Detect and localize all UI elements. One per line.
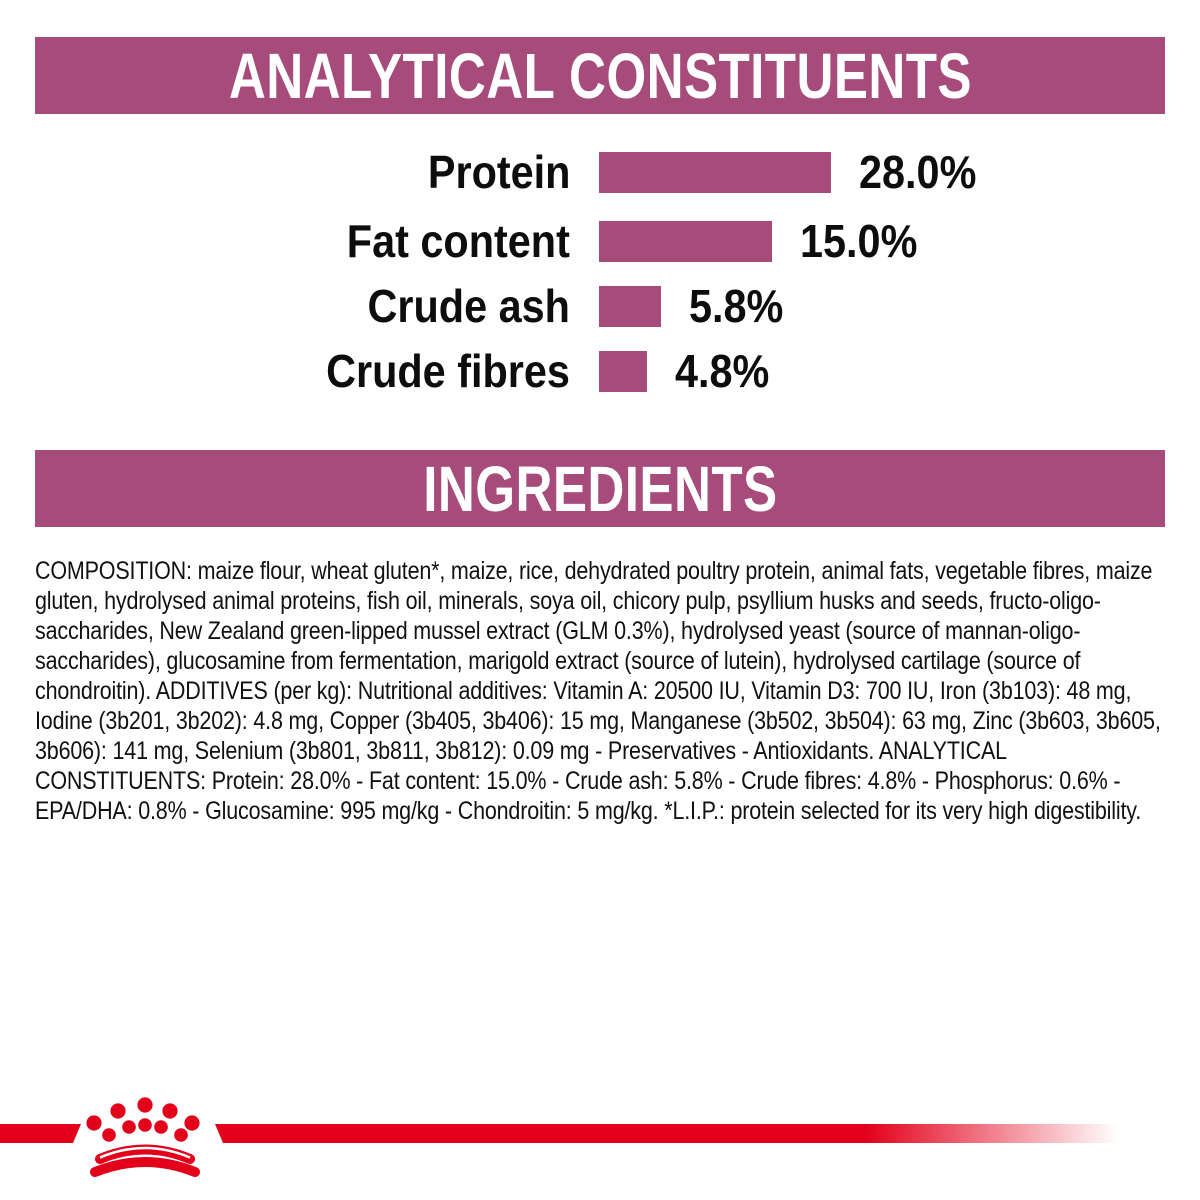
- ingredients-title: INGREDIENTS: [422, 452, 778, 525]
- bar-value-label: 4.8%: [675, 344, 770, 397]
- bar: [599, 286, 661, 327]
- footer-brand-strip: [0, 1095, 1200, 1200]
- composition-text: COMPOSITION: maize flour, wheat gluten*, maize, rice, dehydrated poultry protein, animal fats, vegetable fibres, maize gluten, hydrolysed animal proteins, fish oil, minerals, soya oil, chicory pulp, psyllium husks and seeds, fructo-oligo-saccharides, New Zealand green-lipped mussel extract (GLM 0.3%), hydrolysed yeast (source of mannan-oligo-saccharides), glucosamine from fermentation, marigold extract (source of lutein), hydrolysed cartilage (source of chondroitin). ADDITIVES (per kg): Nutritional additives: Vitamin A: 20500 IU, Vitamin D3: 700 IU, Iron (3b103): 48 mg, Iodine (3b201, 3b202): 4.8 mg, Copper (3b405, 3b406): 15 mg, Manganese (3b502, 3b504): 63 mg, Zinc (3b603, 3b605, 3b606): 141 mg, Selenium (3b801, 3b811, 3b812): 0.09 mg - Preservatives - Antioxidants. ANALYTICAL CONSTITUENTS: Protein: 28.0% - Fat content: 15.0% - Crude ash: 5.8% - Crude fibres: 4.8% - Phosphorus: 0.6% - EPA/DHA: 0.8% - Glucosamine: 995 mg/kg - Chondroitin: 5 mg/kg. *L.I.P.: protein selected for its very high digestibility.: [35, 557, 1161, 825]
- chart-row: [0, 145, 1200, 198]
- bar-label: Fat content: [346, 214, 570, 267]
- analytical-constituents-chart: [0, 0, 1200, 440]
- bar: [599, 351, 647, 392]
- bar: [599, 152, 831, 193]
- bar-value-label: 5.8%: [689, 279, 784, 332]
- bar-label: Protein: [427, 145, 570, 198]
- bar-value-label: 28.0%: [859, 145, 977, 198]
- royal-canin-crown-icon: [86, 1097, 199, 1172]
- ingredients-banner: [35, 450, 1165, 527]
- bar: [599, 221, 772, 262]
- bar-label: Crude fibres: [326, 344, 570, 397]
- chart-row: [0, 214, 1200, 267]
- chart-row: [0, 279, 1200, 332]
- bar-value-label: 15.0%: [800, 214, 918, 267]
- analytical-constituents-title: ANALYTICAL CONSTITUENTS: [228, 39, 972, 112]
- bar-label: Crude ash: [367, 279, 570, 332]
- divider-line-left: [0, 1124, 81, 1143]
- divider-line-right: [215, 1124, 1118, 1143]
- chart-row: [0, 344, 1200, 397]
